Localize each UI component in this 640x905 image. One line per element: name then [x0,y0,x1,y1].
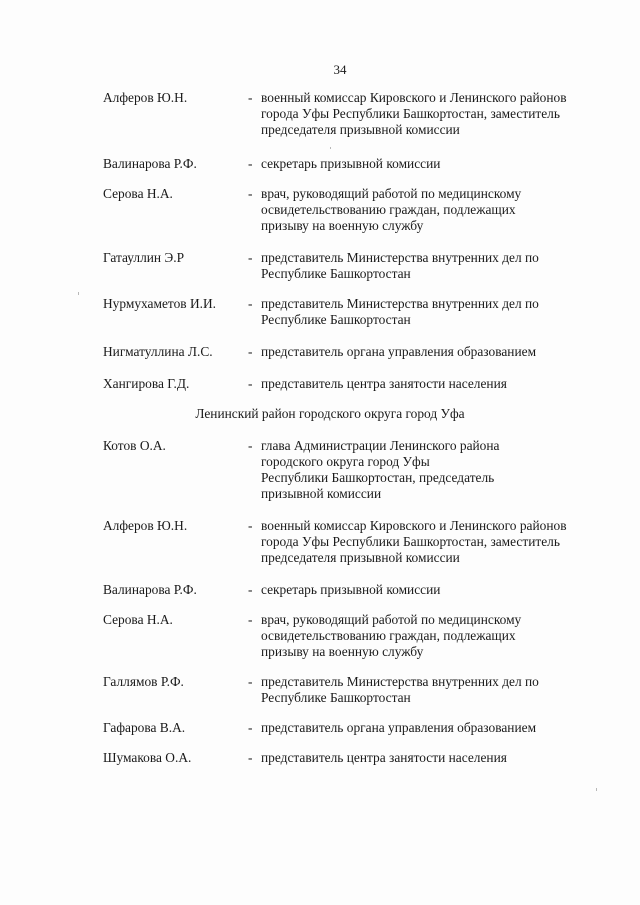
member-role [261,674,606,706]
dash-separator: - [248,582,253,597]
member-name: Нигматуллина Л.С. [103,344,213,359]
role-line: секретарь призывной комиссии [261,582,441,597]
role-line: глава Администрации Ленинского района [261,438,500,453]
dash-separator: - [248,674,253,689]
role-line: призыву на военную службу [261,644,424,659]
role-line: председателя призывной комиссии [261,550,460,565]
role-line: Республике Башкортостан [261,312,411,327]
role-line: военный комиссар Кировского и Ленинского районов [261,90,567,105]
member-name: Гатауллин Э.Р [103,250,185,265]
member-role [261,750,606,766]
member-name: Котов О.А. [103,438,166,453]
role-line: призывной комиссии [261,486,382,501]
member-role [261,438,606,502]
member-name: Галлямов Р.Ф. [103,674,184,689]
dash-separator: - [248,250,253,265]
member-name: Хангирова Г.Д. [103,376,190,391]
member-role [261,156,606,172]
dash-separator: - [248,518,253,533]
role-line: представитель Министерства внутренних дел по [261,674,539,689]
member-name: Алферов Ю.Н. [103,518,188,533]
role-line: представитель центра занятости населения [261,376,507,391]
role-line: Республики Башкортостан, председатель [261,470,495,485]
member-name: Гафарова В.А. [103,720,186,735]
member-name: Валинарова Р.Ф. [103,156,197,171]
member-role [261,582,606,598]
dash-separator: - [248,750,253,765]
role-line: Республике Башкортостан [261,266,411,281]
role-line: призыву на военную службу [261,218,424,233]
role-line: секретарь призывной комиссии [261,156,441,171]
dash-separator: - [248,296,253,311]
member-role [261,90,606,138]
member-name: Нурмухаметов И.И. [103,296,216,311]
dash-separator: - [248,612,253,627]
role-line: врач, руководящий работой по медицинскому [261,186,522,201]
role-line: представитель органа управления образованием [261,344,537,359]
member-name: Серова Н.А. [103,612,173,627]
role-line: врач, руководящий работой по медицинскому [261,612,522,627]
role-line: председателя призывной комиссии [261,122,460,137]
member-role [261,720,606,736]
section-heading: Ленинский район городского округа город Уфа [195,406,465,421]
dash-separator: - [248,186,253,201]
member-role [261,296,606,328]
member-role [261,186,606,234]
member-role [261,250,606,282]
role-line: освидетельствованию граждан, подлежащих [261,628,516,643]
member-name: Валинарова Р.Ф. [103,582,197,597]
dash-separator: - [248,376,253,391]
scan-speck [596,788,597,791]
member-role [261,344,606,360]
role-line: военный комиссар Кировского и Ленинского районов [261,518,567,533]
member-name: Алферов Ю.Н. [103,90,188,105]
role-line: представитель органа управления образованием [261,720,537,735]
role-line: освидетельствованию граждан, подлежащих [261,202,516,217]
member-name: Шумакова О.А. [103,750,192,765]
dash-separator: - [248,156,253,171]
role-line: города Уфы Республики Башкортостан, заместитель [261,106,560,121]
member-role [261,612,606,660]
role-line: Республике Башкортостан [261,690,411,705]
scan-speck [78,292,79,295]
role-line: представитель центра занятости населения [261,750,507,765]
role-line: городского округа город Уфы [261,454,430,469]
member-role [261,518,606,566]
scan-speck [330,147,331,149]
role-line: представитель Министерства внутренних дел по [261,250,539,265]
dash-separator: - [248,90,253,105]
member-name: Серова Н.А. [103,186,173,201]
role-line: представитель Министерства внутренних дел по [261,296,539,311]
dash-separator: - [248,438,253,453]
dash-separator: - [248,720,253,735]
role-line: города Уфы Республики Башкортостан, заместитель [261,534,560,549]
page-number: 34 [333,62,347,77]
member-role [261,376,606,392]
dash-separator: - [248,344,253,359]
